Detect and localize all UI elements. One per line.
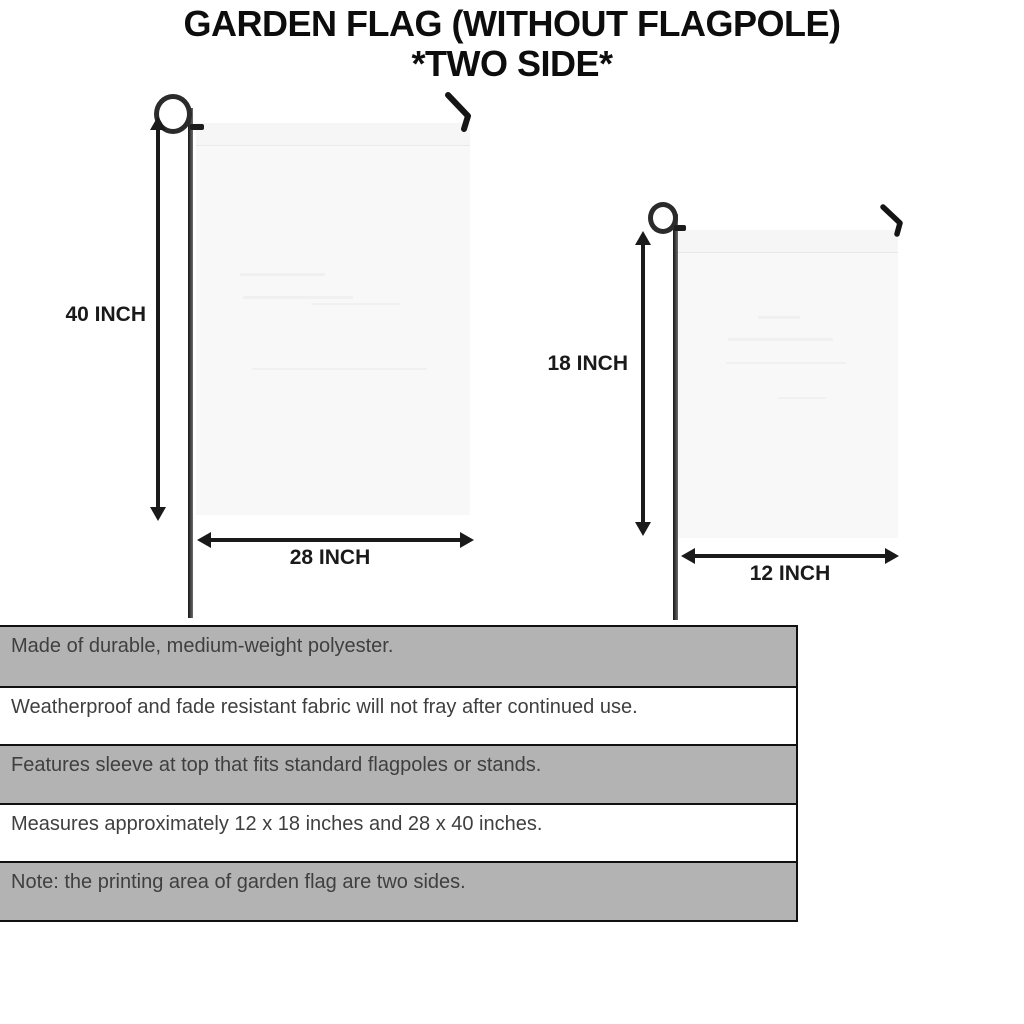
fabric-crease — [778, 397, 826, 399]
fabric-crease — [243, 296, 353, 299]
page-title-line2: *TWO SIDE* — [411, 43, 613, 85]
small-flag-pole — [673, 214, 678, 620]
large-flag-pole — [188, 108, 193, 618]
small-flag-pole-nub — [674, 225, 686, 231]
page-title-line1: GARDEN FLAG (WITHOUT FLAGPOLE) — [183, 3, 841, 44]
large-flag-width-label: 28 INCH — [289, 546, 371, 569]
feature-row-material: Made of durable, medium-weight polyester. — [0, 627, 796, 686]
small-flag-width-label: 12 INCH — [749, 562, 831, 585]
feature-row-note: Note: the printing area of garden flag are two sides. — [0, 861, 796, 920]
large-flag-pole-nub — [190, 124, 204, 130]
small-flag-sleeve — [678, 230, 898, 253]
small-flag-fabric — [678, 230, 898, 538]
fabric-crease — [252, 368, 427, 370]
features-table — [0, 625, 798, 922]
small-flag-hook-icon — [879, 203, 907, 239]
feature-row-sleeve: Features sleeve at top that fits standard flagpoles or stands. — [0, 744, 796, 803]
large-flag-sleeve — [196, 123, 470, 146]
large-flag-height-label: 40 INCH — [65, 303, 146, 326]
fabric-crease — [311, 303, 401, 305]
small-flag-height-label: 18 INCH — [547, 352, 628, 375]
fabric-crease — [240, 273, 325, 276]
fabric-crease — [758, 316, 800, 319]
small-flag-width-arrow — [694, 554, 886, 558]
large-flag-fabric — [196, 123, 470, 515]
page-title — [0, 4, 1024, 85]
large-flag-height-arrow — [156, 129, 160, 508]
feature-row-measurements: Measures approximately 12 x 18 inches and 28 x 40 inches. — [0, 803, 796, 862]
large-flag-hook-icon — [443, 91, 475, 133]
large-flag-width-arrow — [210, 538, 461, 542]
fabric-crease — [726, 362, 846, 364]
feature-row-weatherproof: Weatherproof and fade resistant fabric will not fray after continued use. — [0, 686, 796, 745]
small-flag-height-arrow — [641, 244, 645, 523]
fabric-crease — [728, 338, 833, 341]
